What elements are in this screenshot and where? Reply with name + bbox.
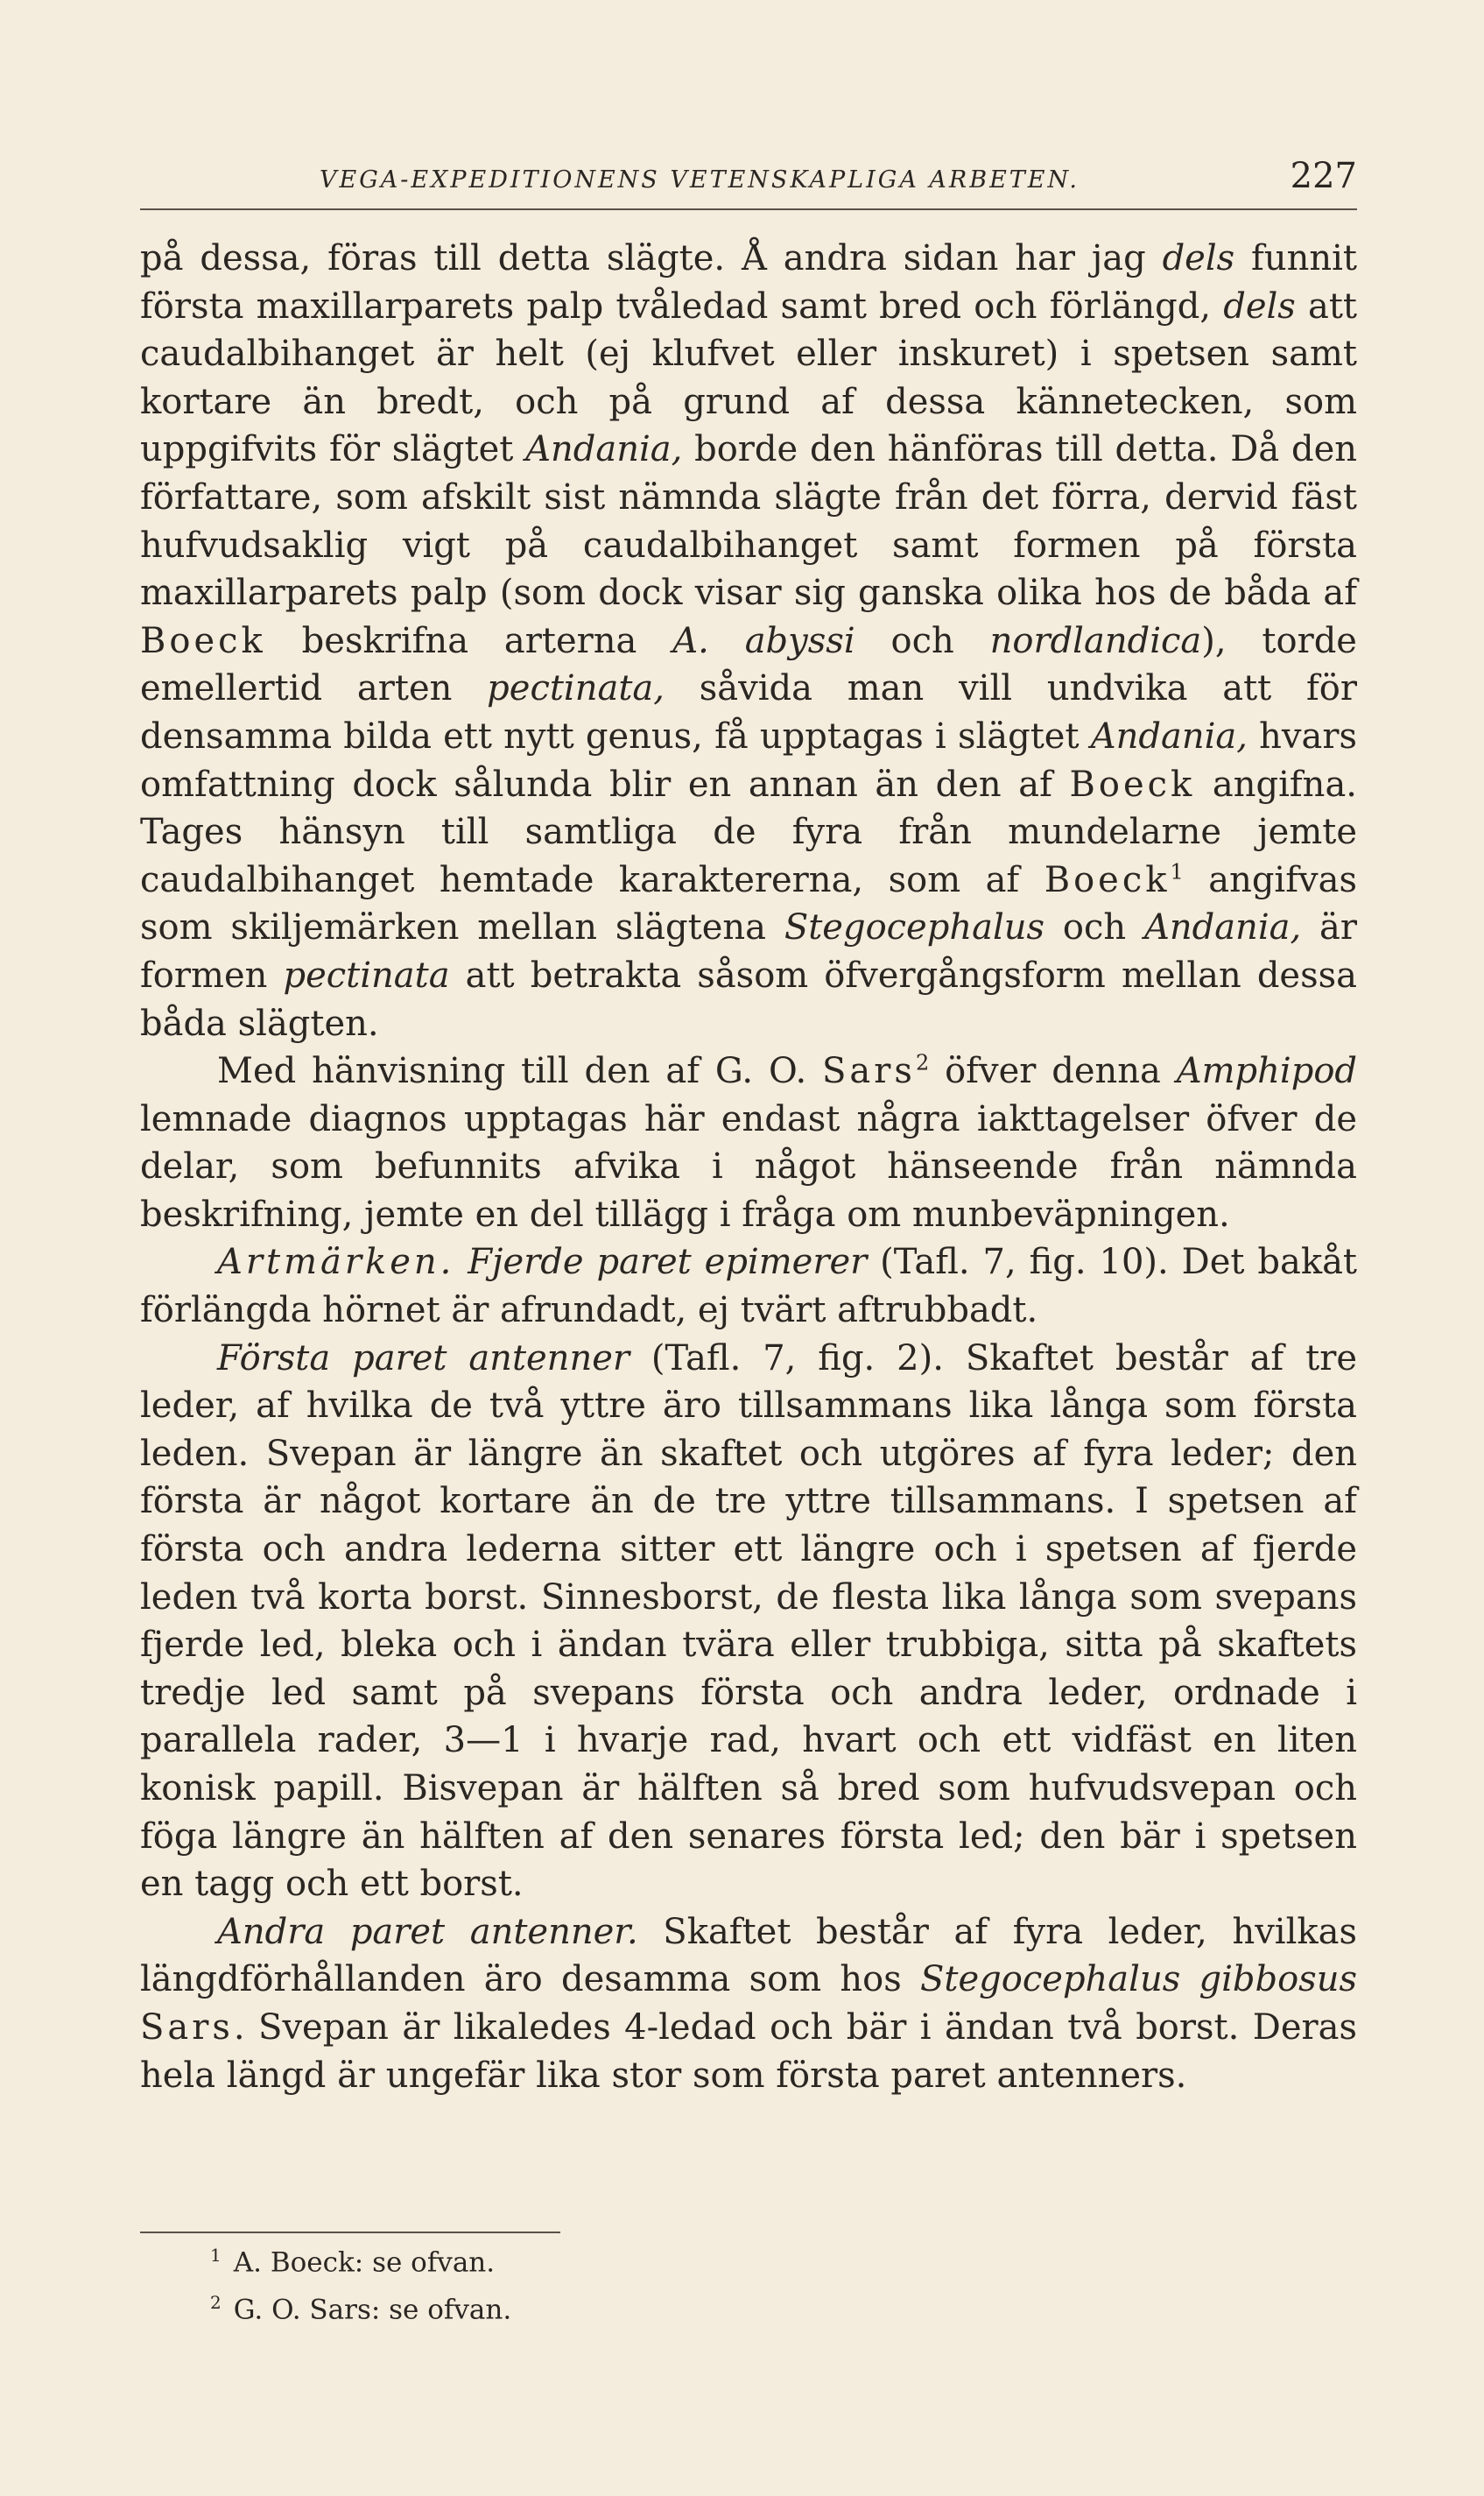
- text-run: öfver denna: [929, 1051, 1177, 1092]
- page-header: [140, 156, 1357, 196]
- italic-text: Amphipod: [1176, 1051, 1358, 1092]
- italic-text: Första paret antenner: [217, 1337, 629, 1378]
- italic-text: Andania,: [525, 429, 683, 470]
- text-run: att caudalbihanget är helt (ej klufvet eller inskuret) i spetsen samt kortare än bredt, och på grund af dessa kännetecken, som uppgifvits för slägtet: [140, 286, 1357, 470]
- italic-text: nordlandica: [989, 620, 1202, 661]
- footnote: [210, 2282, 1357, 2330]
- header-rule: [140, 208, 1357, 210]
- footnote-reference: 1: [1170, 859, 1184, 885]
- text-run: att betrakta såsom öfvergångsform mellan dessa båda slägten.: [140, 955, 1358, 1044]
- paragraph: [140, 235, 1357, 1047]
- italic-text: pectinata: [283, 955, 450, 996]
- italic-text: Artmärken.: [217, 1242, 455, 1283]
- spaced-name: Sars: [140, 2006, 234, 2048]
- italic-text: dels: [1162, 238, 1235, 279]
- running-title: VEGA-EXPEDITIONENS VETENSKAPLIGA ARBETEN.: [320, 166, 1080, 194]
- footnote-rule: [140, 2232, 560, 2233]
- italic-text: pectinata,: [487, 668, 665, 709]
- italic-text: dels: [1223, 286, 1296, 327]
- paragraph: [140, 1908, 1357, 2099]
- text-run: Skaftet består af fyra leder, hvilkas längdförhållanden äro desamma som hos: [140, 1911, 1357, 2000]
- text-run: är formen: [140, 907, 1357, 996]
- text-run: lemnade diagnos upptagas här endast några iakttagelser öfver de delar, som befunnits afvika i något hänseende från nämnda beskrifning, jemte en del tillägg i fråga om munbeväpningen.: [140, 1098, 1357, 1235]
- text-run: på dessa, föras till detta slägte. Å andra sidan har jag: [140, 238, 1163, 279]
- paragraph: [140, 1238, 1357, 1334]
- italic-text: Andania,: [1143, 907, 1302, 948]
- page-number: 227: [1290, 156, 1357, 196]
- text-run: såvida man vill undvika att för densamma bilda ett nytt genus, få upptagas i slägtet: [140, 668, 1357, 757]
- spaced-name: Boeck: [1044, 859, 1171, 900]
- spaced-name: Boeck: [140, 620, 266, 661]
- footnote: [210, 2235, 1357, 2282]
- italic-text: A. abyssi: [672, 620, 855, 661]
- text-run: hvars omfattning dock sålunda blir en annan än den af: [140, 716, 1357, 805]
- text-run: angifna. Tages hänsyn till samtliga de fyra från mundelarne jemte caudalbihanget hemtade karaktererna, som af: [140, 764, 1357, 900]
- text-run: funnit första maxillarparets palp tvåledad samt bred och förlängd,: [140, 238, 1358, 327]
- text-run: (Tafl. 7, fig. 2). Skaftet består af tre leder, af hvilka de två yttre äro tillsammans lika långa som första leden. Svepan är längre än skaftet och utgöres af fyra leder; den första är något kortare än de tre yttre tillsammans. I spetsen af första och andra lederna sitter ett längre och i spetsen af fjerde leden två korta borst. Sinnesborst, de flesta lika långa som svepans fjerde led, bleka och i ändan tvära eller trubbiga, sitta på skaftets tredje led samt på svepans första och andra leder, ordnade i parallela rader, 3—1 i hvarje rad, hvart och ett vidfäst en liten konisk papill. Bisvepan är hälften så bred som hufvudsvepan och föga längre än hälften af den senares första led; den bär i spetsen en tagg och ett borst.: [140, 1337, 1357, 1905]
- text-run: [454, 1242, 468, 1282]
- italic-text: Fjerde paret epimerer: [468, 1242, 868, 1283]
- footnote-text: A. Boeck: se ofvan.: [233, 2246, 496, 2279]
- text-run: (Tafl. 7, fig. 10). Det bakåt förlängda hörnet är afrundadt, ej tvärt aftrubbadt.: [140, 1242, 1357, 1331]
- italic-text: Andania,: [1090, 716, 1248, 757]
- paragraph: [140, 1047, 1357, 1238]
- text-run: angifvas som skiljemärken mellan slägtena: [140, 859, 1358, 948]
- text-run: . Svepan är likaledes 4-ledad och bär i ändan två borst. Deras hela längd är ungefär lika stor som första paret antenners.: [140, 2006, 1357, 2096]
- italic-text: Stegocephalus: [784, 907, 1045, 948]
- spaced-name: Sars: [822, 1051, 916, 1092]
- footnote-mark: 2: [210, 2292, 222, 2314]
- footnote-text: G. O. Sars: se ofvan.: [233, 2294, 512, 2326]
- footnotes: [140, 2235, 1357, 2330]
- footnote-mark: 1: [210, 2245, 222, 2266]
- spaced-name: Boeck: [1069, 764, 1196, 805]
- footnote-reference: 2: [915, 1050, 930, 1075]
- text-run: och: [1044, 907, 1144, 948]
- italic-text: Andra paret antenner.: [217, 1911, 638, 1952]
- text-run: Med hänvisning till den af G. O.: [217, 1051, 823, 1092]
- italic-text: Stegocephalus gibbosus: [920, 1959, 1357, 2000]
- text-run: borde den hänföras till detta. Då den författare, som afskilt sist nämnda slägte från det förra, dervid fäst hufvudsaklig vigt på caudalbihanget samt formen på första maxillarparets palp (som dock visar sig ganska olika hos de båda af: [140, 429, 1357, 614]
- text-run: beskrifna arterna: [265, 620, 673, 661]
- body-text: [140, 235, 1357, 2099]
- text-run: och: [855, 620, 990, 661]
- text-run: ), torde emellertid arten: [140, 620, 1357, 709]
- paragraph: [140, 1335, 1357, 1908]
